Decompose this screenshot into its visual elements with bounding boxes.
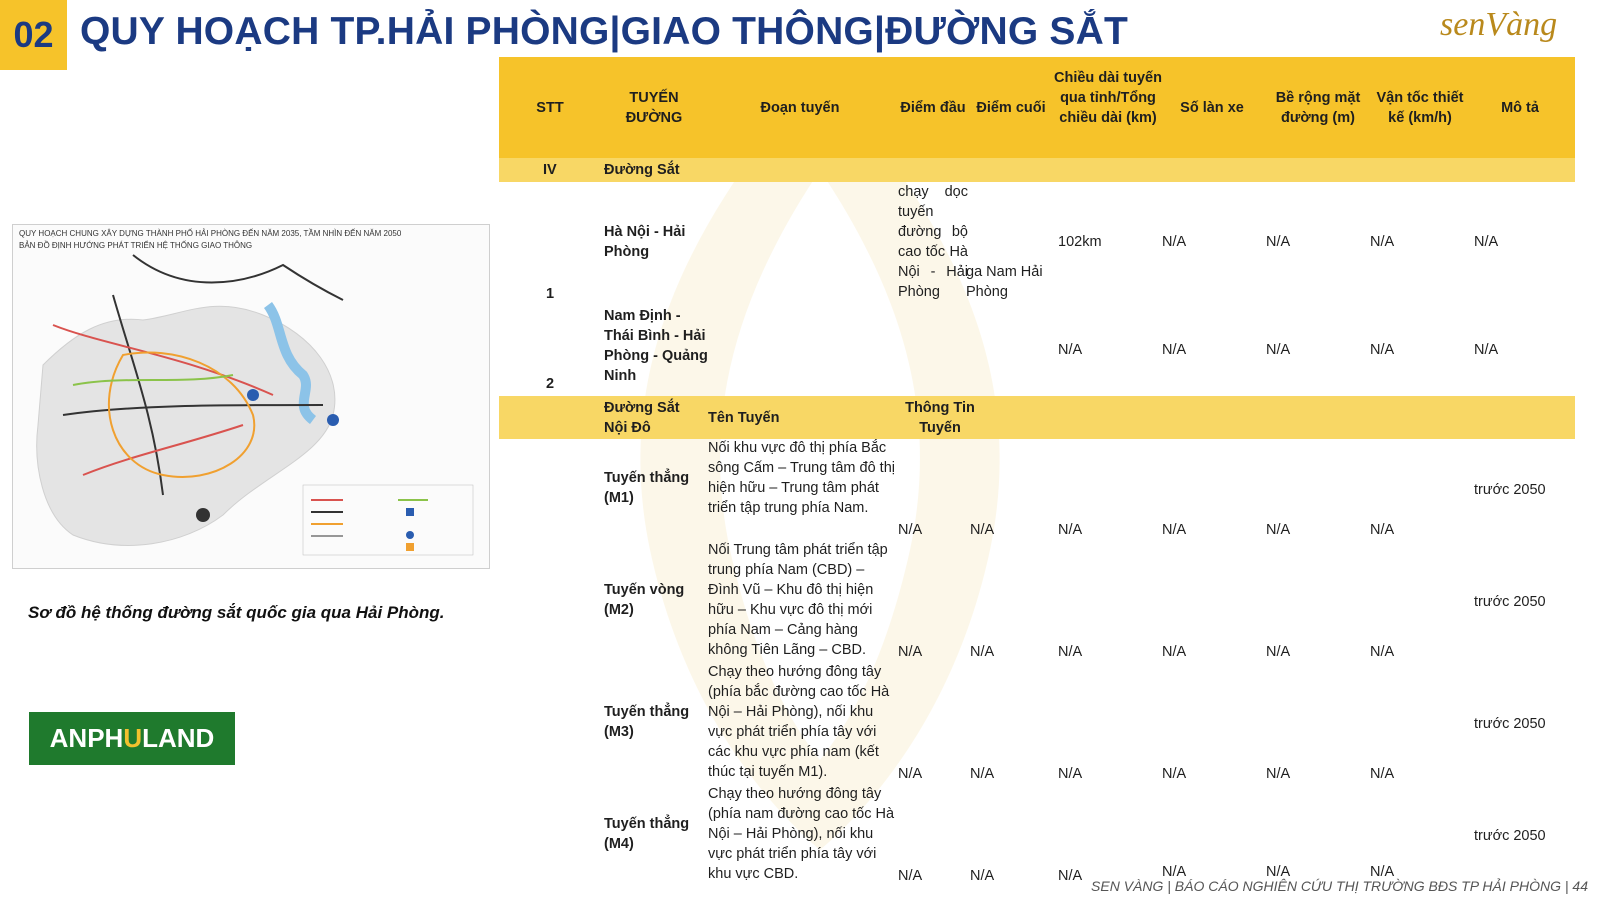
row1-end: ga Nam Hải Phòng	[966, 264, 1043, 300]
m2-route: Tuyến vòng (M2)	[604, 582, 685, 618]
m1-route: Tuyến thẳng (M1)	[604, 470, 690, 506]
col-header-start: Điểm đầu	[900, 100, 966, 116]
m3-end: N/A	[970, 766, 995, 782]
m1-lanes: N/A	[1162, 522, 1187, 538]
m4-lanes: N/A	[1162, 864, 1187, 880]
col-header-end: Điểm cuối	[976, 100, 1046, 116]
col-header-stt: STT	[536, 100, 564, 116]
m3-route: Tuyến thẳng (M3)	[604, 704, 690, 740]
col-header-length: Chiều dài tuyến qua tỉnh/Tổng chiều dài (km)	[1054, 70, 1162, 126]
page-footer: SEN VÀNG | BÁO CÁO NGHIÊN CỨU THỊ TRƯỜNG BĐS TP HẢI PHÒNG | 44	[1091, 878, 1588, 894]
logo-mark: U	[123, 723, 143, 753]
m2-speed: N/A	[1370, 644, 1395, 660]
row1-desc: N/A	[1474, 234, 1499, 250]
row2-length: N/A	[1058, 342, 1083, 358]
subheader-name: Tên Tuyến	[708, 410, 780, 426]
brand-text: senVàng	[1440, 6, 1558, 43]
m3-width: N/A	[1266, 766, 1291, 782]
m1-speed: N/A	[1370, 522, 1395, 538]
m2-lanes: N/A	[1162, 644, 1187, 660]
section-label: Đường Sắt	[604, 162, 680, 178]
anphu-land-logo	[29, 712, 235, 765]
row1-stt: 1	[546, 286, 555, 302]
row1-route: Hà Nội - Hải Phòng	[604, 224, 686, 260]
map-title: QUY HOẠCH CHUNG XÂY DỰNG THÀNH PHỐ HẢI PHÒNG ĐẾN NĂM 2035, TẦM NHÌN ĐẾN NĂM 2050	[19, 229, 402, 238]
page-title: QUY HOẠCH TP.HẢI PHÒNG|GIAO THÔNG|ĐƯỜNG SẮT	[80, 10, 1129, 53]
m3-name: Chạy theo hướng đông tây (phía bắc đường cao tốc Hà Nội – Hải Phòng), nối khu vực phát triển phía tây với các khu vực phía nam (kết thúc tại tuyến M1).	[708, 664, 890, 780]
m2-name: Nối Trung tâm phát triển tập trung phía Nam (CBD) – Đình Vũ – Khu đô thị hiện hữu – Khu vực đô thị mới phía Nam – Cảng hàng không Tiên Lãng – CBD.	[708, 542, 888, 658]
logo-suffix: LAND	[142, 723, 215, 753]
row1-width: N/A	[1266, 234, 1291, 250]
transport-map	[12, 224, 490, 569]
section-number-cell: IV	[543, 162, 557, 178]
logo-prefix: ANPH	[49, 723, 124, 753]
subheader-route: Đường Sắt Nội Đô	[604, 400, 680, 436]
m2-start: N/A	[898, 644, 923, 660]
map-caption: Sơ đồ hệ thống đường sắt quốc gia qua Hải Phòng.	[28, 603, 445, 622]
map-drawing	[13, 225, 490, 569]
m4-length: N/A	[1058, 868, 1083, 884]
col-header-speed: Vận tốc thiết kế (km/h)	[1376, 90, 1464, 126]
m2-length: N/A	[1058, 644, 1083, 660]
row1-speed: N/A	[1370, 234, 1395, 250]
row2-lanes: N/A	[1162, 342, 1187, 358]
row2-stt: 2	[546, 376, 555, 392]
row1-lanes: N/A	[1162, 234, 1187, 250]
m4-width: N/A	[1266, 864, 1291, 880]
col-header-lanes: Số làn xe	[1180, 100, 1244, 116]
brand-logo	[1440, 6, 1557, 44]
m1-desc: trước 2050	[1474, 482, 1546, 498]
row2-desc: N/A	[1474, 342, 1499, 358]
col-header-route: TUYẾN ĐƯỜNG	[625, 90, 683, 126]
m3-start: N/A	[898, 766, 923, 782]
row2-route: Nam Định - Thái Bình - Hải Phòng - Quảng Ninh	[604, 308, 708, 384]
m1-end: N/A	[970, 522, 995, 538]
m1-name: Nối khu vực đô thị phía Bắc sông Cấm – Trung tâm đô thị hiện hữu – Trung tâm phát triển tập trung phía Nam.	[708, 440, 895, 516]
m2-desc: trước 2050	[1474, 594, 1546, 610]
row2-width: N/A	[1266, 342, 1291, 358]
m4-name: Chạy theo hướng đông tây (phía nam đường cao tốc Hà Nội – Hải Phòng), nối khu vực phát triển phía tây với khu vực CBD.	[708, 786, 895, 882]
m1-width: N/A	[1266, 522, 1291, 538]
col-header-width: Bề rộng mặt đường (m)	[1275, 90, 1361, 126]
m4-end: N/A	[970, 868, 995, 884]
m3-desc: trước 2050	[1474, 716, 1546, 732]
m4-desc: trước 2050	[1474, 828, 1546, 844]
m3-lanes: N/A	[1162, 766, 1187, 782]
col-header-desc: Mô tả	[1501, 100, 1539, 116]
section-number: 02	[0, 0, 67, 70]
m1-length: N/A	[1058, 522, 1083, 538]
m3-length: N/A	[1058, 766, 1083, 782]
map-subtitle: BẢN ĐỒ ĐỊNH HƯỚNG PHÁT TRIỂN HỆ THỐNG GIAO THÔNG	[19, 241, 253, 250]
row1-length: 102km	[1058, 234, 1102, 250]
subheader-info: Thông Tin Tuyến	[905, 400, 975, 436]
m4-speed: N/A	[1370, 864, 1395, 880]
m3-speed: N/A	[1370, 766, 1395, 782]
m2-width: N/A	[1266, 644, 1291, 660]
col-header-segment: Đoạn tuyến	[760, 100, 840, 116]
m2-end: N/A	[970, 644, 995, 660]
m4-route: Tuyến thẳng (M4)	[604, 816, 690, 852]
m1-start: N/A	[898, 522, 923, 538]
m4-start: N/A	[898, 868, 923, 884]
row2-speed: N/A	[1370, 342, 1395, 358]
row1-start: chạy dọc tuyến đường bộ cao tốc Hà Nội - Hải Phòng	[898, 184, 968, 300]
